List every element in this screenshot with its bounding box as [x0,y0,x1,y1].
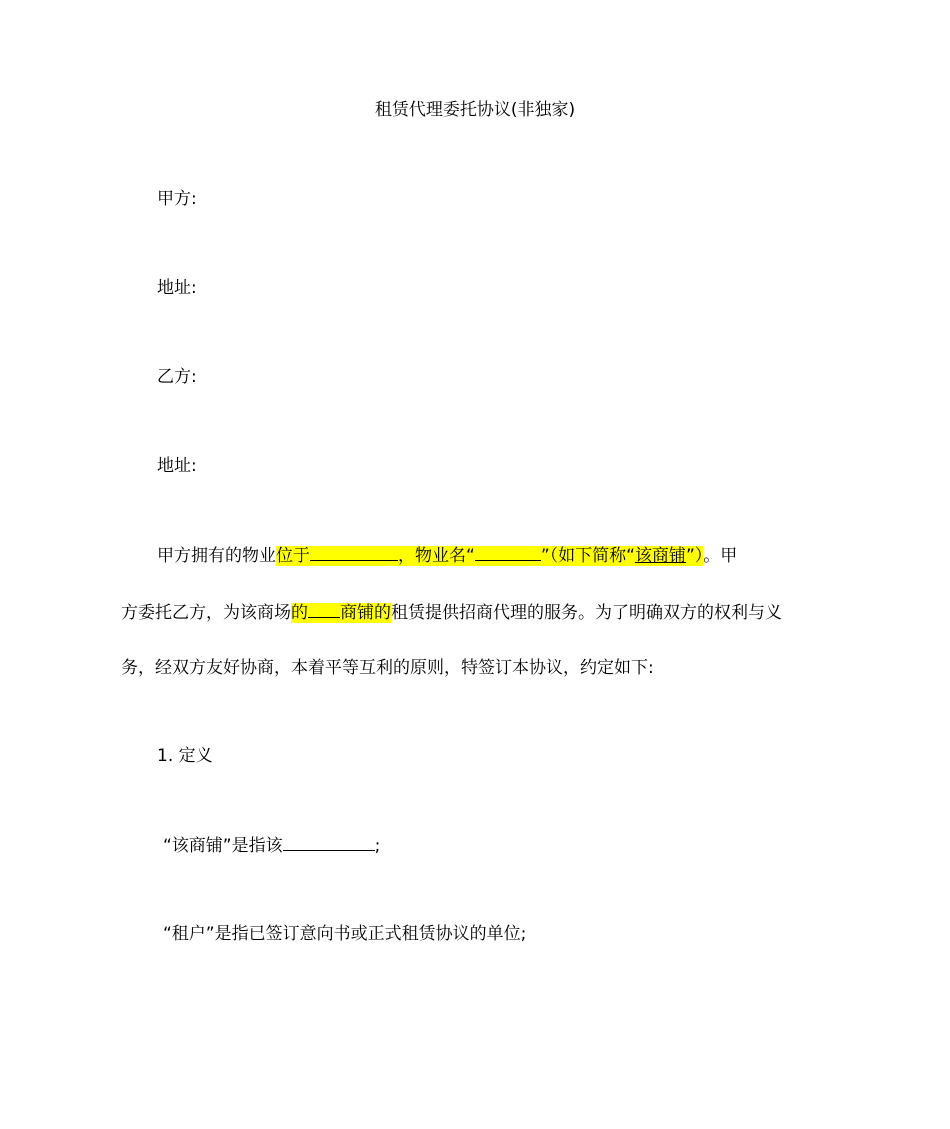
party-a-label: 甲方: [157,189,197,209]
intro-text: 租赁提供招商代理的服务。为了明确双方的权利与义 [391,603,782,623]
intro-text: 。甲 [703,546,738,566]
intro-line-2 [121,600,782,625]
highlight-property-name-label: ，物业名“ [398,546,475,566]
definition-shop-end: ; [374,836,381,856]
location-blank [310,543,398,561]
shop-short-name: 该商铺 [634,546,686,566]
shop-definition-blank [283,833,375,851]
intro-line-3: 务，经双方友好协商，本着平等互利的原则，特签订本协议，约定如下: [121,658,654,678]
shop-number-blank [308,600,340,618]
definition-shop-text: “该商铺”是指该 [163,836,283,856]
highlighted-text [291,603,391,623]
property-name-blank [475,543,541,561]
intro-text: 甲方拥有的物业 [157,546,276,566]
intro-text: 方委托乙方，为该商场 [121,603,291,623]
highlight-shop-label: 商铺的 [340,603,391,623]
highlight-of-label: 的 [291,603,308,623]
intro-line-1 [157,543,737,568]
highlight-short-name-label: ”（如下简称“ [540,546,635,566]
party-a-address-label: 地址: [157,278,197,298]
document-title: 租赁代理委托协议(非独家) [374,100,576,120]
highlighted-text [276,546,703,566]
party-b-label: 乙方: [157,367,197,387]
highlight-location-label: 位于 [276,546,310,566]
definition-shop [163,833,380,858]
section-1-heading: 1. 定义 [157,746,213,766]
definition-tenant: “租户”是指已签订意向书或正式租赁协议的单位; [163,924,527,944]
party-b-address-label: 地址: [157,456,197,476]
highlight-close-quote: ”） [685,546,704,566]
